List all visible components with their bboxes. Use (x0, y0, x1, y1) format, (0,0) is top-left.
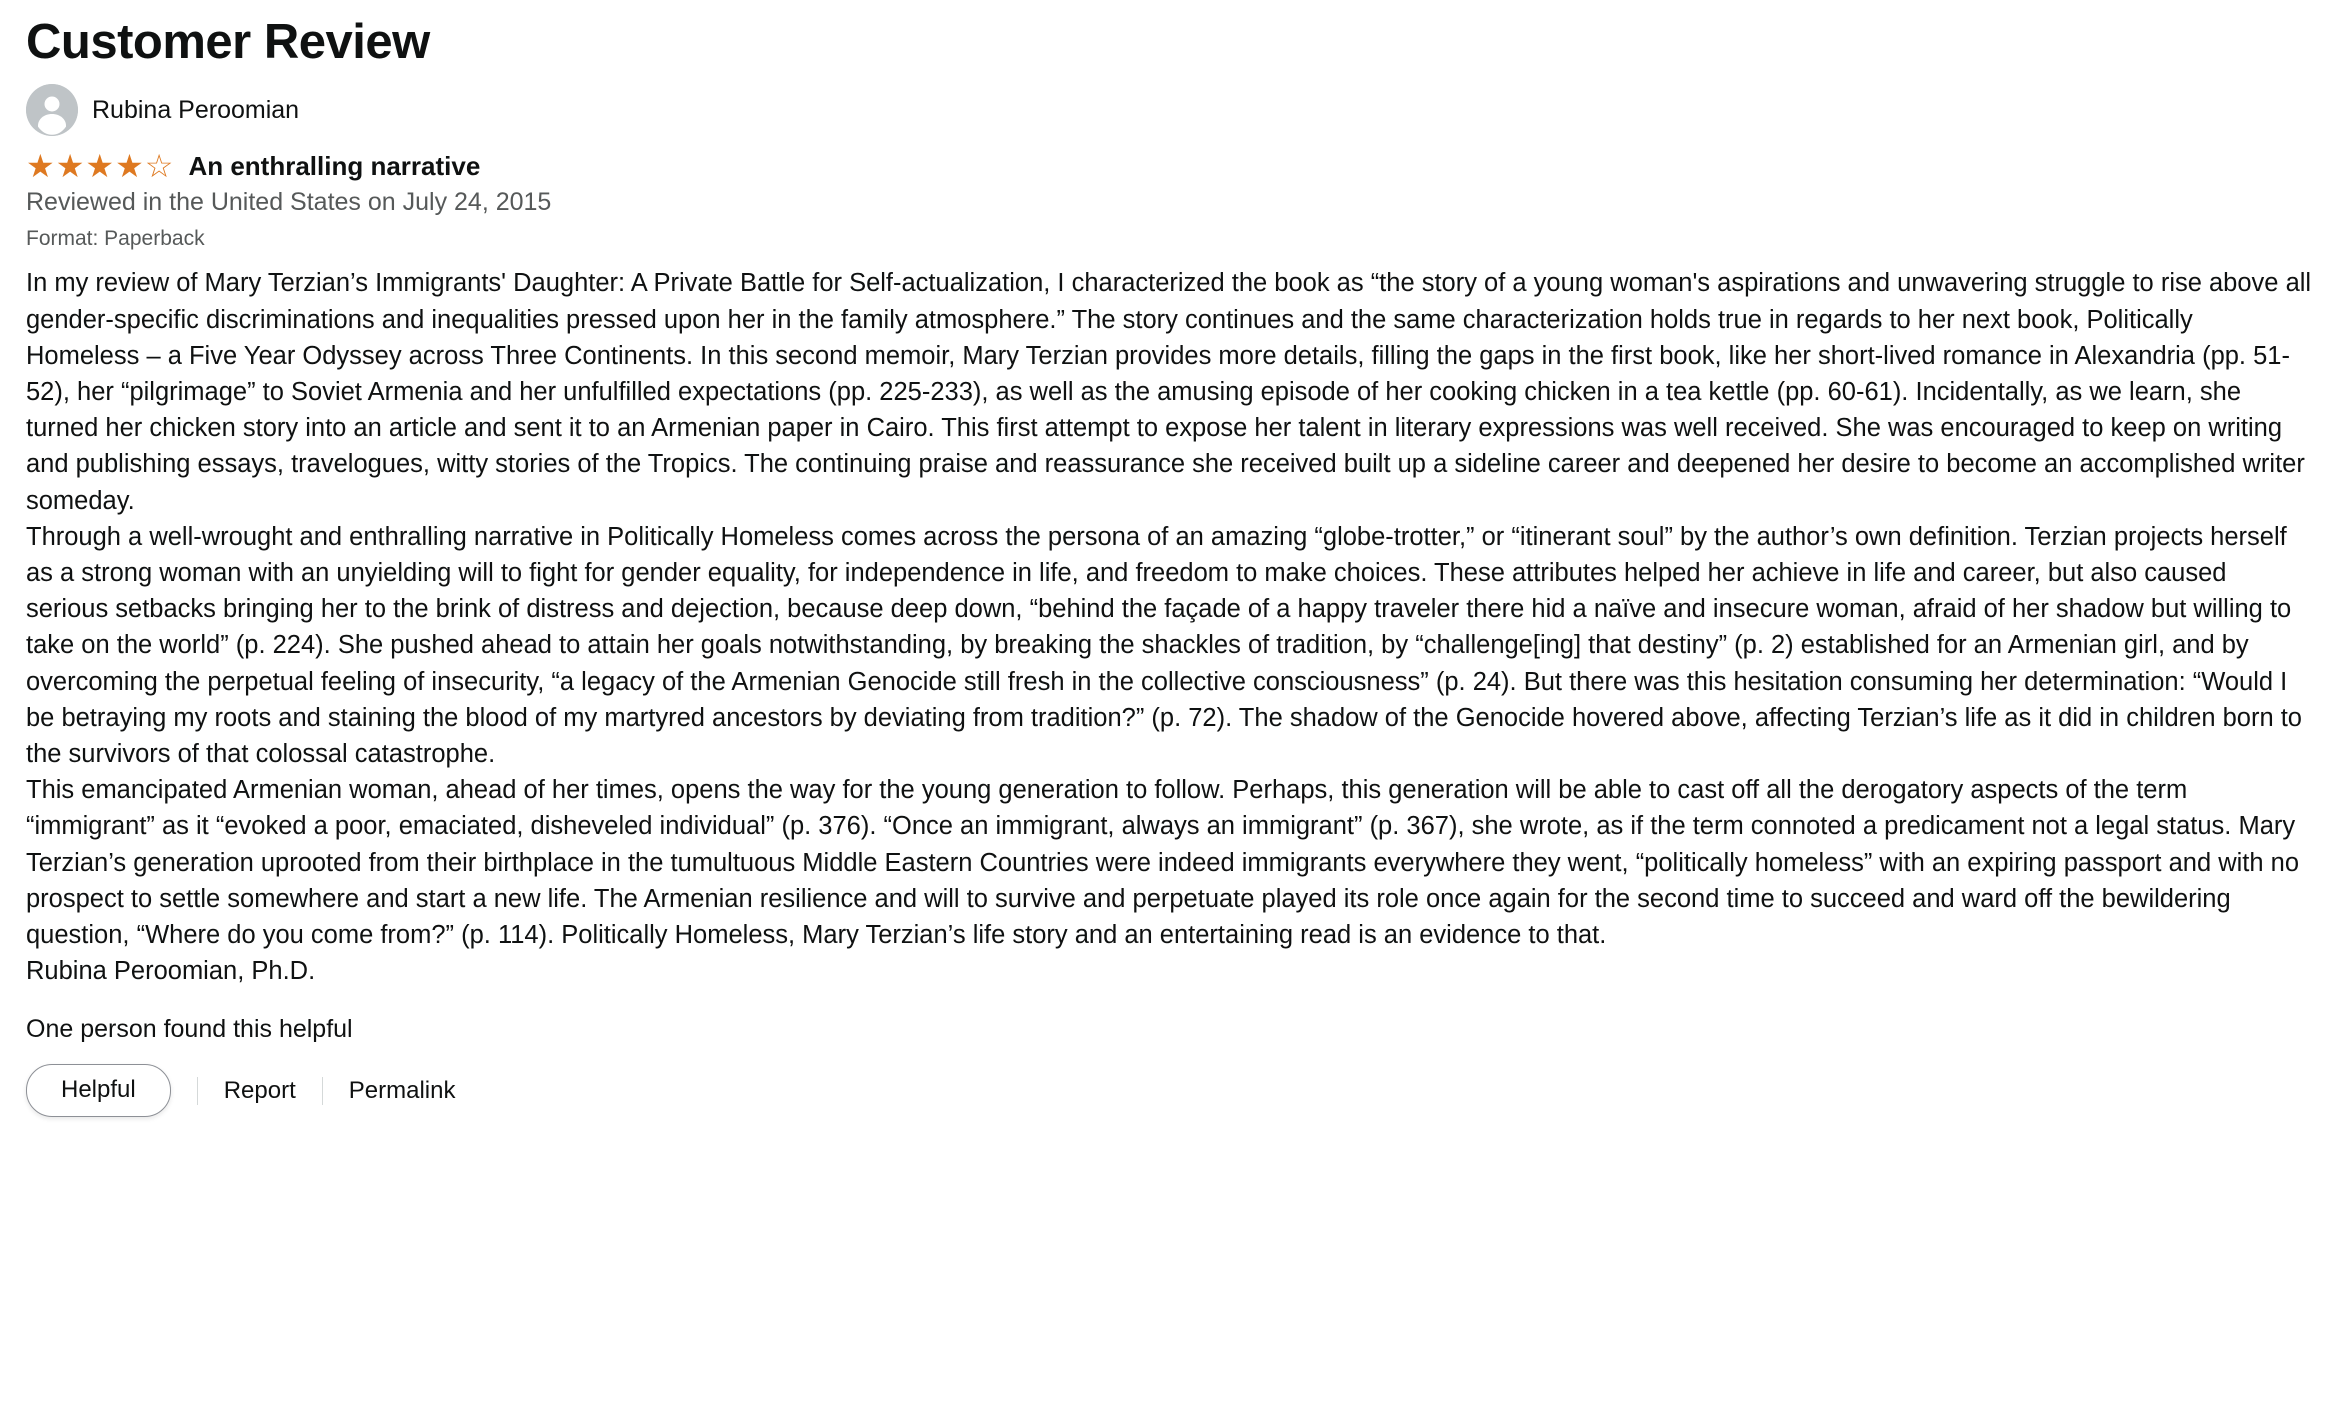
review-meta: Reviewed in the United States on July 24, 2015 (26, 188, 552, 217)
helpful-count: One person found this helpful (26, 1015, 353, 1044)
review-actions (26, 1064, 2312, 1116)
review-signature: Rubina Peroomian, Ph.D. (26, 957, 316, 986)
rating-row (26, 148, 2312, 185)
review-format: Format: Paperback (26, 227, 205, 251)
review-paragraph: Through a well-wrought and enthralling narrative in Politically Homeless comes across the persona of an amazing “globe-trotter,” or “itinerant soul” by the author’s own definition. Terzian projects herself as a strong woman with an unyielding will to fight for gender equality, for independence in life, and freedom to make choices. These attributes helped her achieve in life and career, but also caused serious setbacks bringing her to the brink of distress and dejection, because deep down, “behind the façade of a happy traveler there hid a naïve and insecure woman, afraid of her shadow but willing to take on the world” (p. 224). She pushed ahead to attain her goals notwithstanding, by breaking the shackles of tradition, by “challenge[ing] that destiny” (p. 2) established for an Armenian girl, and by overcoming the perpetual feeling of insecurity, “a legacy of the Armenian Genocide still fresh in the collective consciousness” (p. 24). But there was this hesitation consuming her determination: “Would I be betraying my roots and staining the blood of my martyred ancestors by deviating from tradition?” (p. 72). The shadow of the Genocide hovered above, affecting Terzian’s life as it did in children born to the survivors of that colossal catastrophe. (26, 522, 2302, 768)
user-avatar-icon (26, 84, 78, 136)
action-divider (322, 1077, 323, 1105)
helpful-button[interactable]: Helpful (26, 1064, 171, 1116)
permalink-link[interactable]: Permalink (348, 1076, 456, 1104)
page-title: Customer Review (26, 15, 430, 69)
action-divider (197, 1077, 198, 1105)
report-link[interactable]: Report (223, 1076, 296, 1104)
review-paragraph: In my review of Mary Terzian’s Immigrants' Daughter: A Private Battle for Self-actualization, I characterized the book as “the story of a young woman's aspirations and unwavering struggle to rise above all gender-specific discriminations and inequalities pressed upon her in the family atmosphere.” The story continues and the same characterization holds true in regards to her next book, Politically Homeless – a Five Year Odyssey across Three Continents. In this second memoir, Mary Terzian provides more details, filling the gaps in the first book, like her short-lived romance in Alexandria (pp. 51-52), her “pilgrimage” to Soviet Armenia and her unfulfilled expectations (pp. 225-233), as well as the amusing episode of her cooking chicken in a tea kettle (pp. 60-61). Incidentally, as we learn, she turned her chicken story into an article and sent it to an Armenian paper in Cairo. This first attempt to expose her talent in literary expressions was well received. She was encouraged to keep on writing and publishing essays, travelogues, witty stories of the Tropics. The continuing praise and reassurance she received built up a sideline career and deepened her desire to become an accomplished writer someday. (26, 269, 2312, 515)
star-rating[interactable]: ★★★★☆ (26, 148, 175, 185)
reviewer-row (26, 84, 2312, 136)
review-body (26, 265, 2312, 989)
review-headline: An enthralling narrative (188, 150, 481, 181)
reviewer-name: Rubina Peroomian (92, 95, 300, 124)
review-paragraph: This emancipated Armenian woman, ahead of her times, opens the way for the young generation to follow. Perhaps, this generation will be able to cast off all the derogatory aspects of the term “immigrant” as it “evoked a poor, emaciated, disheveled individual” (p. 376). “Once an immigrant, always an immigrant” (p. 367), she wrote, as if the term connoted a predicament not a legal status. Mary Terzian’s generation uprooted from their birthplace in the tumultuous Middle Eastern Countries were indeed immigrants everywhere they went, “politically homeless” with an expiring passport and with no prospect to settle somewhere and start a new life. The Armenian resilience and will to survive and perpetuate played its role once again for the second time to succeed and ward off the bewildering question, “Where do you come from?” (p. 114). Politically Homeless, Mary Terzian’s life story and an entertaining read is an evidence to that. (26, 776, 2300, 949)
